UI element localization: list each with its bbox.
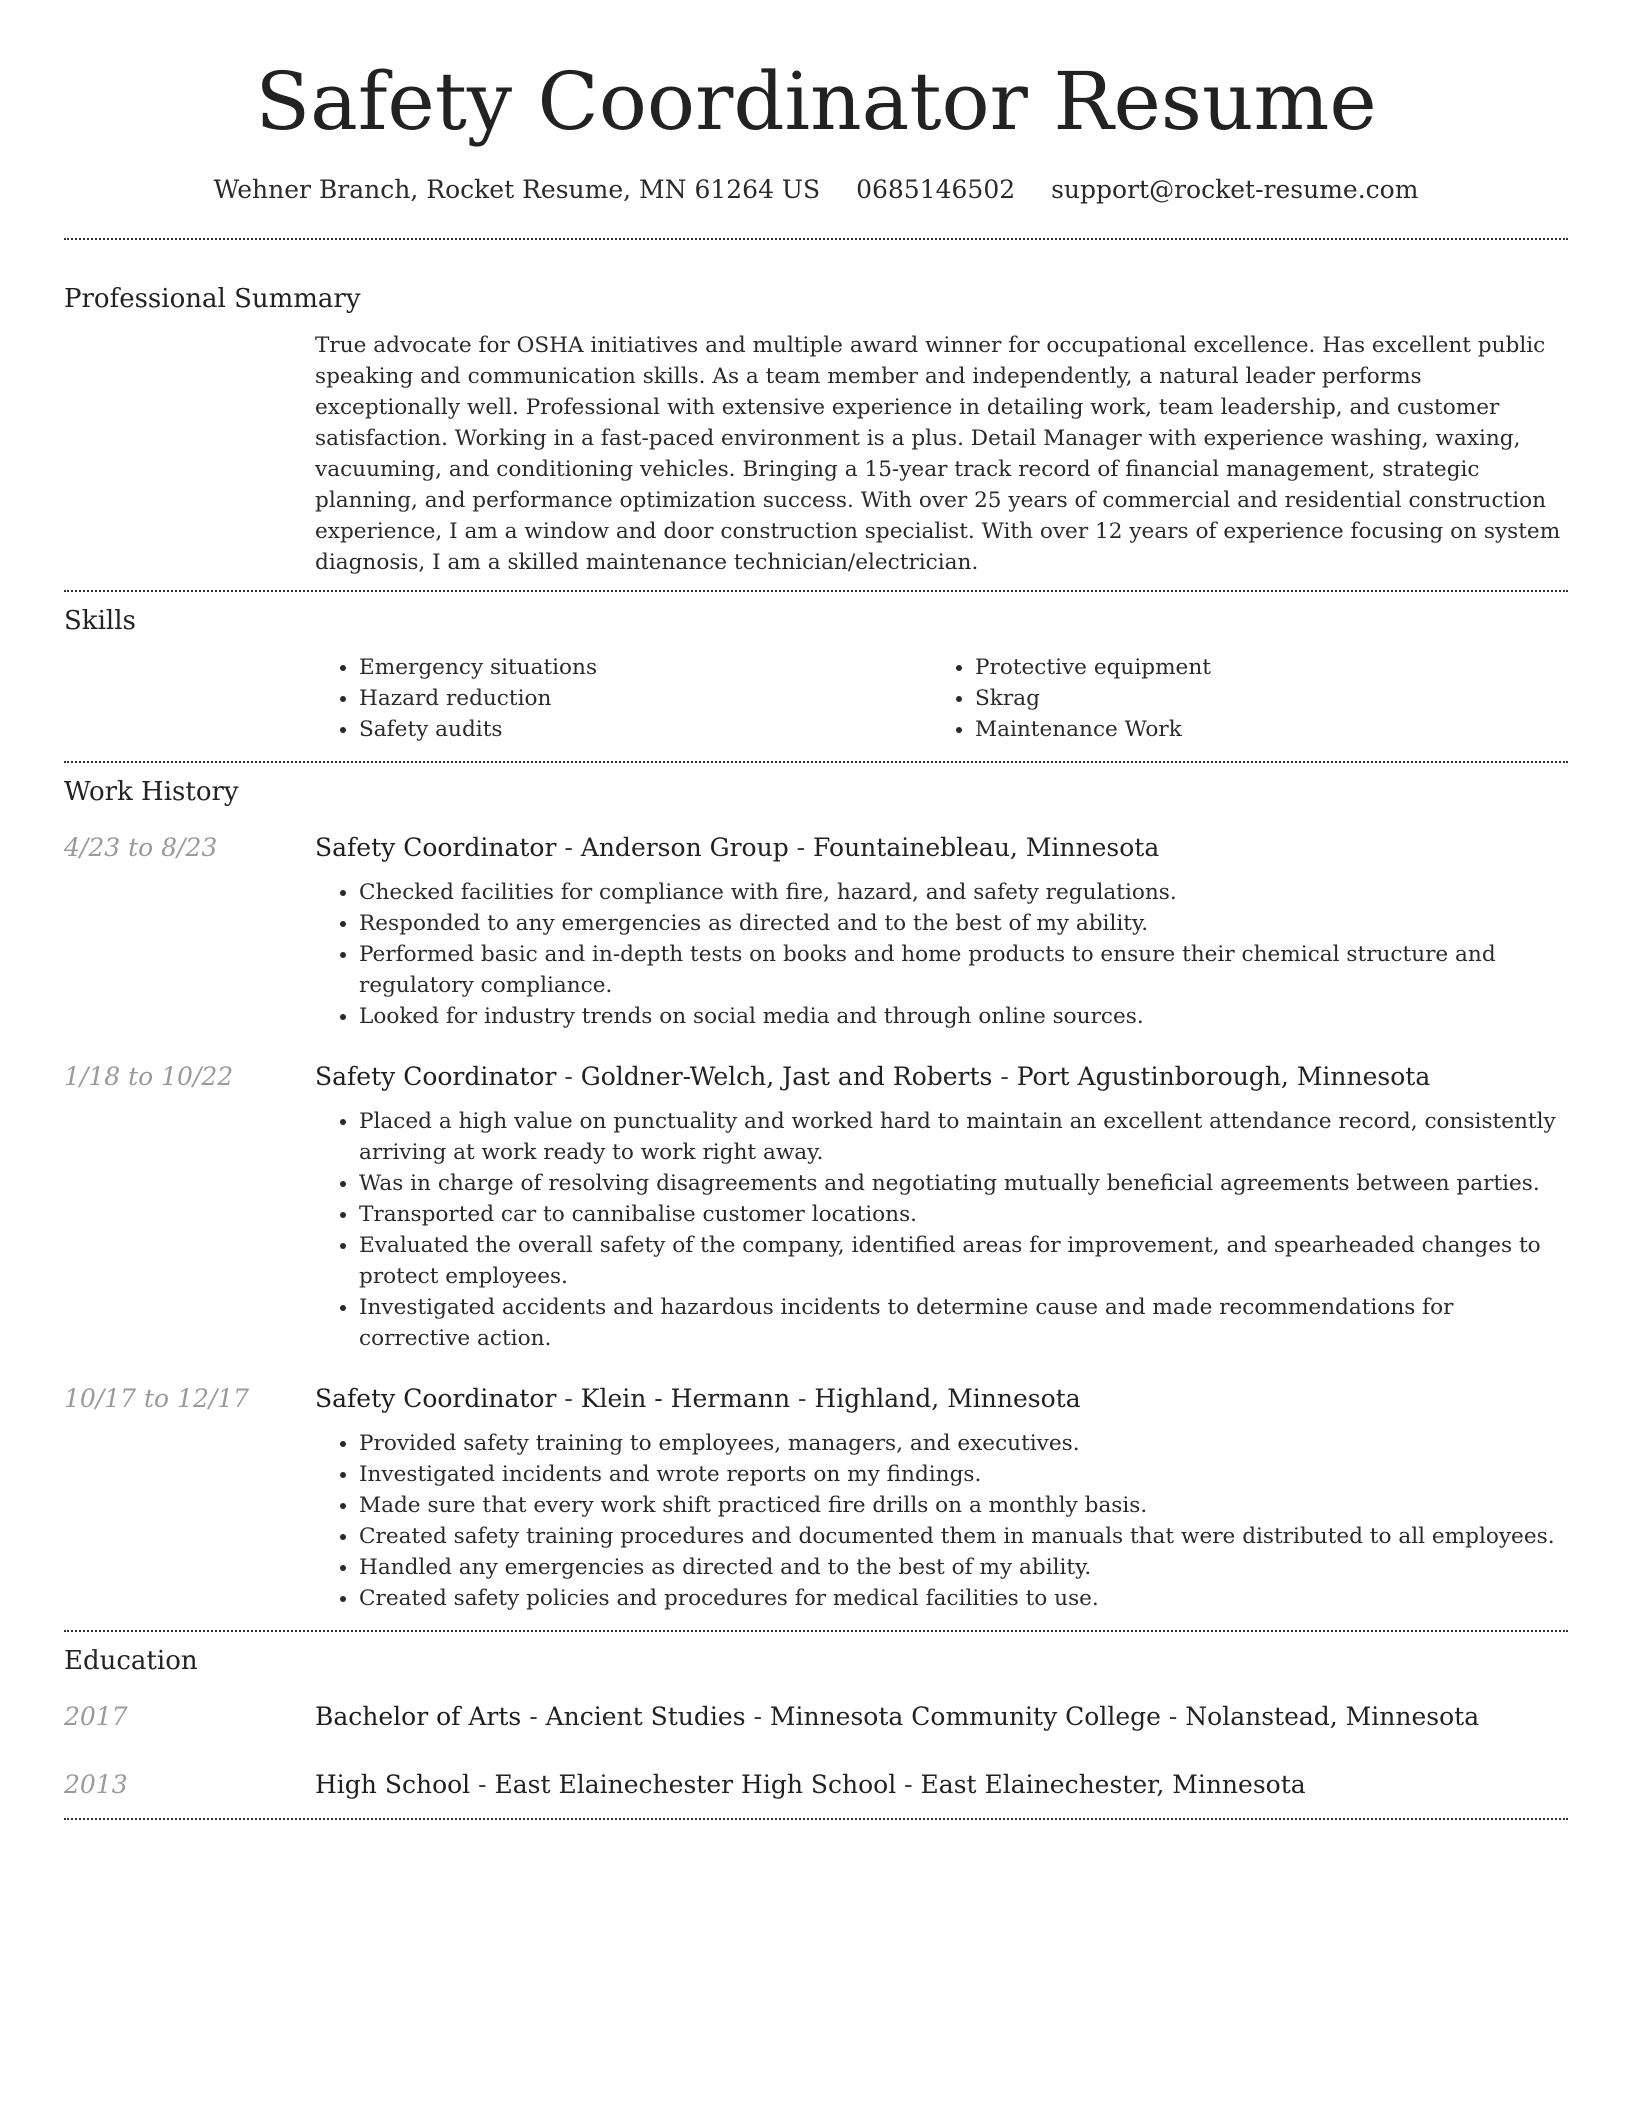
education-school: Minnesota Community College <box>769 1702 1161 1731</box>
job-bullet: • Made sure that every work shift practiced fire drills on a monthly basis. <box>359 1490 1568 1521</box>
job-company: Anderson Group <box>580 833 789 862</box>
education-field: Ancient Studies <box>545 1702 746 1731</box>
job-bullet: • Evaluated the overall safety of the company, identified areas for improvement, and spearheaded changes to protect employees. <box>359 1230 1568 1292</box>
job-bullet: • Investigated incidents and wrote reports on my findings. <box>359 1459 1568 1490</box>
section-heading-education: Education <box>64 1646 198 1676</box>
education-degree: High School <box>315 1770 471 1799</box>
summary-text: True advocate for OSHA initiatives and multiple award winner for occupational excellence. Has excellent public speaking and communication skills. As a team member and independently, a natural leader performs exceptionally well. Professional with extensive experience in detailing work, team leadership, and customer satisfaction. Working in a fast-paced environment is a plus. Detail Manager with experience washing, waxing, vacuuming, and conditioning vehicles. Bringing a 15-year track record of financial management, strategic planning, and performance optimization success. With over 25 years of commercial and residential construction experience, I am a window and door construction specialist. With over 12 years of experience focusing on system diagnosis, I am a skilled maintenance technician/electrician. <box>315 333 1561 575</box>
skills-list-left <box>315 652 931 745</box>
contact-line <box>64 174 1568 206</box>
contact-address: Wehner Branch, Rocket Resume, MN 61264 US <box>213 175 821 204</box>
job-entry <box>64 1382 1568 1614</box>
education-degree: Bachelor of Arts <box>315 1702 522 1731</box>
job-bullet: • Performed basic and in-depth tests on books and home products to ensure their chemical structure and regulatory compliance. <box>359 939 1568 1001</box>
job-dates: 4/23 to 8/23 <box>64 833 218 862</box>
job-location: Fountainebleau, Minnesota <box>813 833 1160 862</box>
job-entry <box>64 1060 1568 1354</box>
job-bullet: • Created safety policies and procedures for medical facilities to use. <box>359 1583 1568 1614</box>
job-bullet: • Investigated accidents and hazardous incidents to determine cause and made recommendations for corrective action. <box>359 1292 1568 1354</box>
job-header <box>64 1382 1568 1416</box>
skill-item: • Emergency situations <box>359 652 931 683</box>
job-location: Port Agustinborough, Minnesota <box>1016 1062 1431 1091</box>
job-company: Klein - Hermann <box>580 1384 791 1413</box>
education-section <box>64 1632 1568 1802</box>
job-bullet: • Was in charge of resolving disagreements and negotiating mutually beneficial agreements between parties. <box>359 1168 1568 1199</box>
resume-title: Safety Coordinator Resume <box>255 55 1377 148</box>
job-dates: 1/18 to 10/22 <box>64 1062 234 1091</box>
skill-item: • Skrag <box>975 683 1547 714</box>
job-title: Safety Coordinator - Goldner-Welch, Jast and Roberts - Port Agustinborough, Minnesota <box>315 1062 1431 1091</box>
divider <box>64 1818 1568 1820</box>
education-title: High School - East Elainechester High School - East Elainechester, Minnesota <box>315 1770 1306 1799</box>
skills-list-right <box>931 652 1547 745</box>
job-role: Safety Coordinator <box>315 833 557 862</box>
job-company: Goldner-Welch, Jast and Roberts <box>580 1062 993 1091</box>
education-location: Nolanstead, Minnesota <box>1185 1702 1480 1731</box>
job-location: Highland, Minnesota <box>814 1384 1081 1413</box>
skills-section <box>64 592 1568 745</box>
job-bullet: • Handled any emergencies as directed and to the best of my ability. <box>359 1552 1568 1583</box>
job-bullet: • Looked for industry trends on social media and through online sources. <box>359 1001 1568 1032</box>
job-entry <box>64 831 1568 1032</box>
education-entry <box>64 1700 1568 1734</box>
job-bullet: • Created safety training procedures and documented them in manuals that were distributed to all employees. <box>359 1521 1568 1552</box>
job-role: Safety Coordinator <box>315 1384 557 1413</box>
job-bullet: • Placed a high value on punctuality and worked hard to maintain an excellent attendance record, consistently arriving at work ready to work right away. <box>359 1106 1568 1168</box>
work-history-section <box>64 763 1568 1614</box>
education-location: East Elainechester, Minnesota <box>920 1770 1306 1799</box>
education-year: 2013 <box>64 1770 128 1799</box>
job-header <box>64 831 1568 865</box>
section-heading-skills: Skills <box>64 606 136 636</box>
job-title: Safety Coordinator - Anderson Group - Fountainebleau, Minnesota <box>315 833 1160 862</box>
education-school: East Elainechester High School <box>494 1770 897 1799</box>
job-bullet: • Transported car to cannibalise customer locations. <box>359 1199 1568 1230</box>
skills-grid <box>315 652 1568 745</box>
education-title: Bachelor of Arts - Ancient Studies - Minnesota Community College - Nolanstead, Minnesota <box>315 1702 1480 1731</box>
job-header <box>64 1060 1568 1094</box>
summary-section <box>64 240 1568 578</box>
job-bullet: • Provided safety training to employees, managers, and executives. <box>359 1428 1568 1459</box>
education-entry <box>64 1768 1568 1802</box>
education-year: 2017 <box>64 1702 128 1731</box>
skill-item: • Hazard reduction <box>359 683 931 714</box>
skill-item: • Maintenance Work <box>975 714 1547 745</box>
section-heading-work: Work History <box>64 777 239 807</box>
job-title: Safety Coordinator - Klein - Hermann - Highland, Minnesota <box>315 1384 1081 1413</box>
job-bullets <box>315 1428 1568 1614</box>
job-bullets <box>315 877 1568 1032</box>
job-bullets <box>315 1106 1568 1354</box>
job-dates: 10/17 to 12/17 <box>64 1384 250 1413</box>
skill-item: • Protective equipment <box>975 652 1547 683</box>
job-role: Safety Coordinator <box>315 1062 557 1091</box>
section-heading-summary: Professional Summary <box>64 284 361 314</box>
contact-phone: 0685146502 <box>856 175 1016 204</box>
job-bullet: • Checked facilities for compliance with fire, hazard, and safety regulations. <box>359 877 1568 908</box>
contact-email: support@rocket-resume.com <box>1051 175 1419 204</box>
skill-item: • Safety audits <box>359 714 931 745</box>
job-bullet: • Responded to any emergencies as directed and to the best of my ability. <box>359 908 1568 939</box>
